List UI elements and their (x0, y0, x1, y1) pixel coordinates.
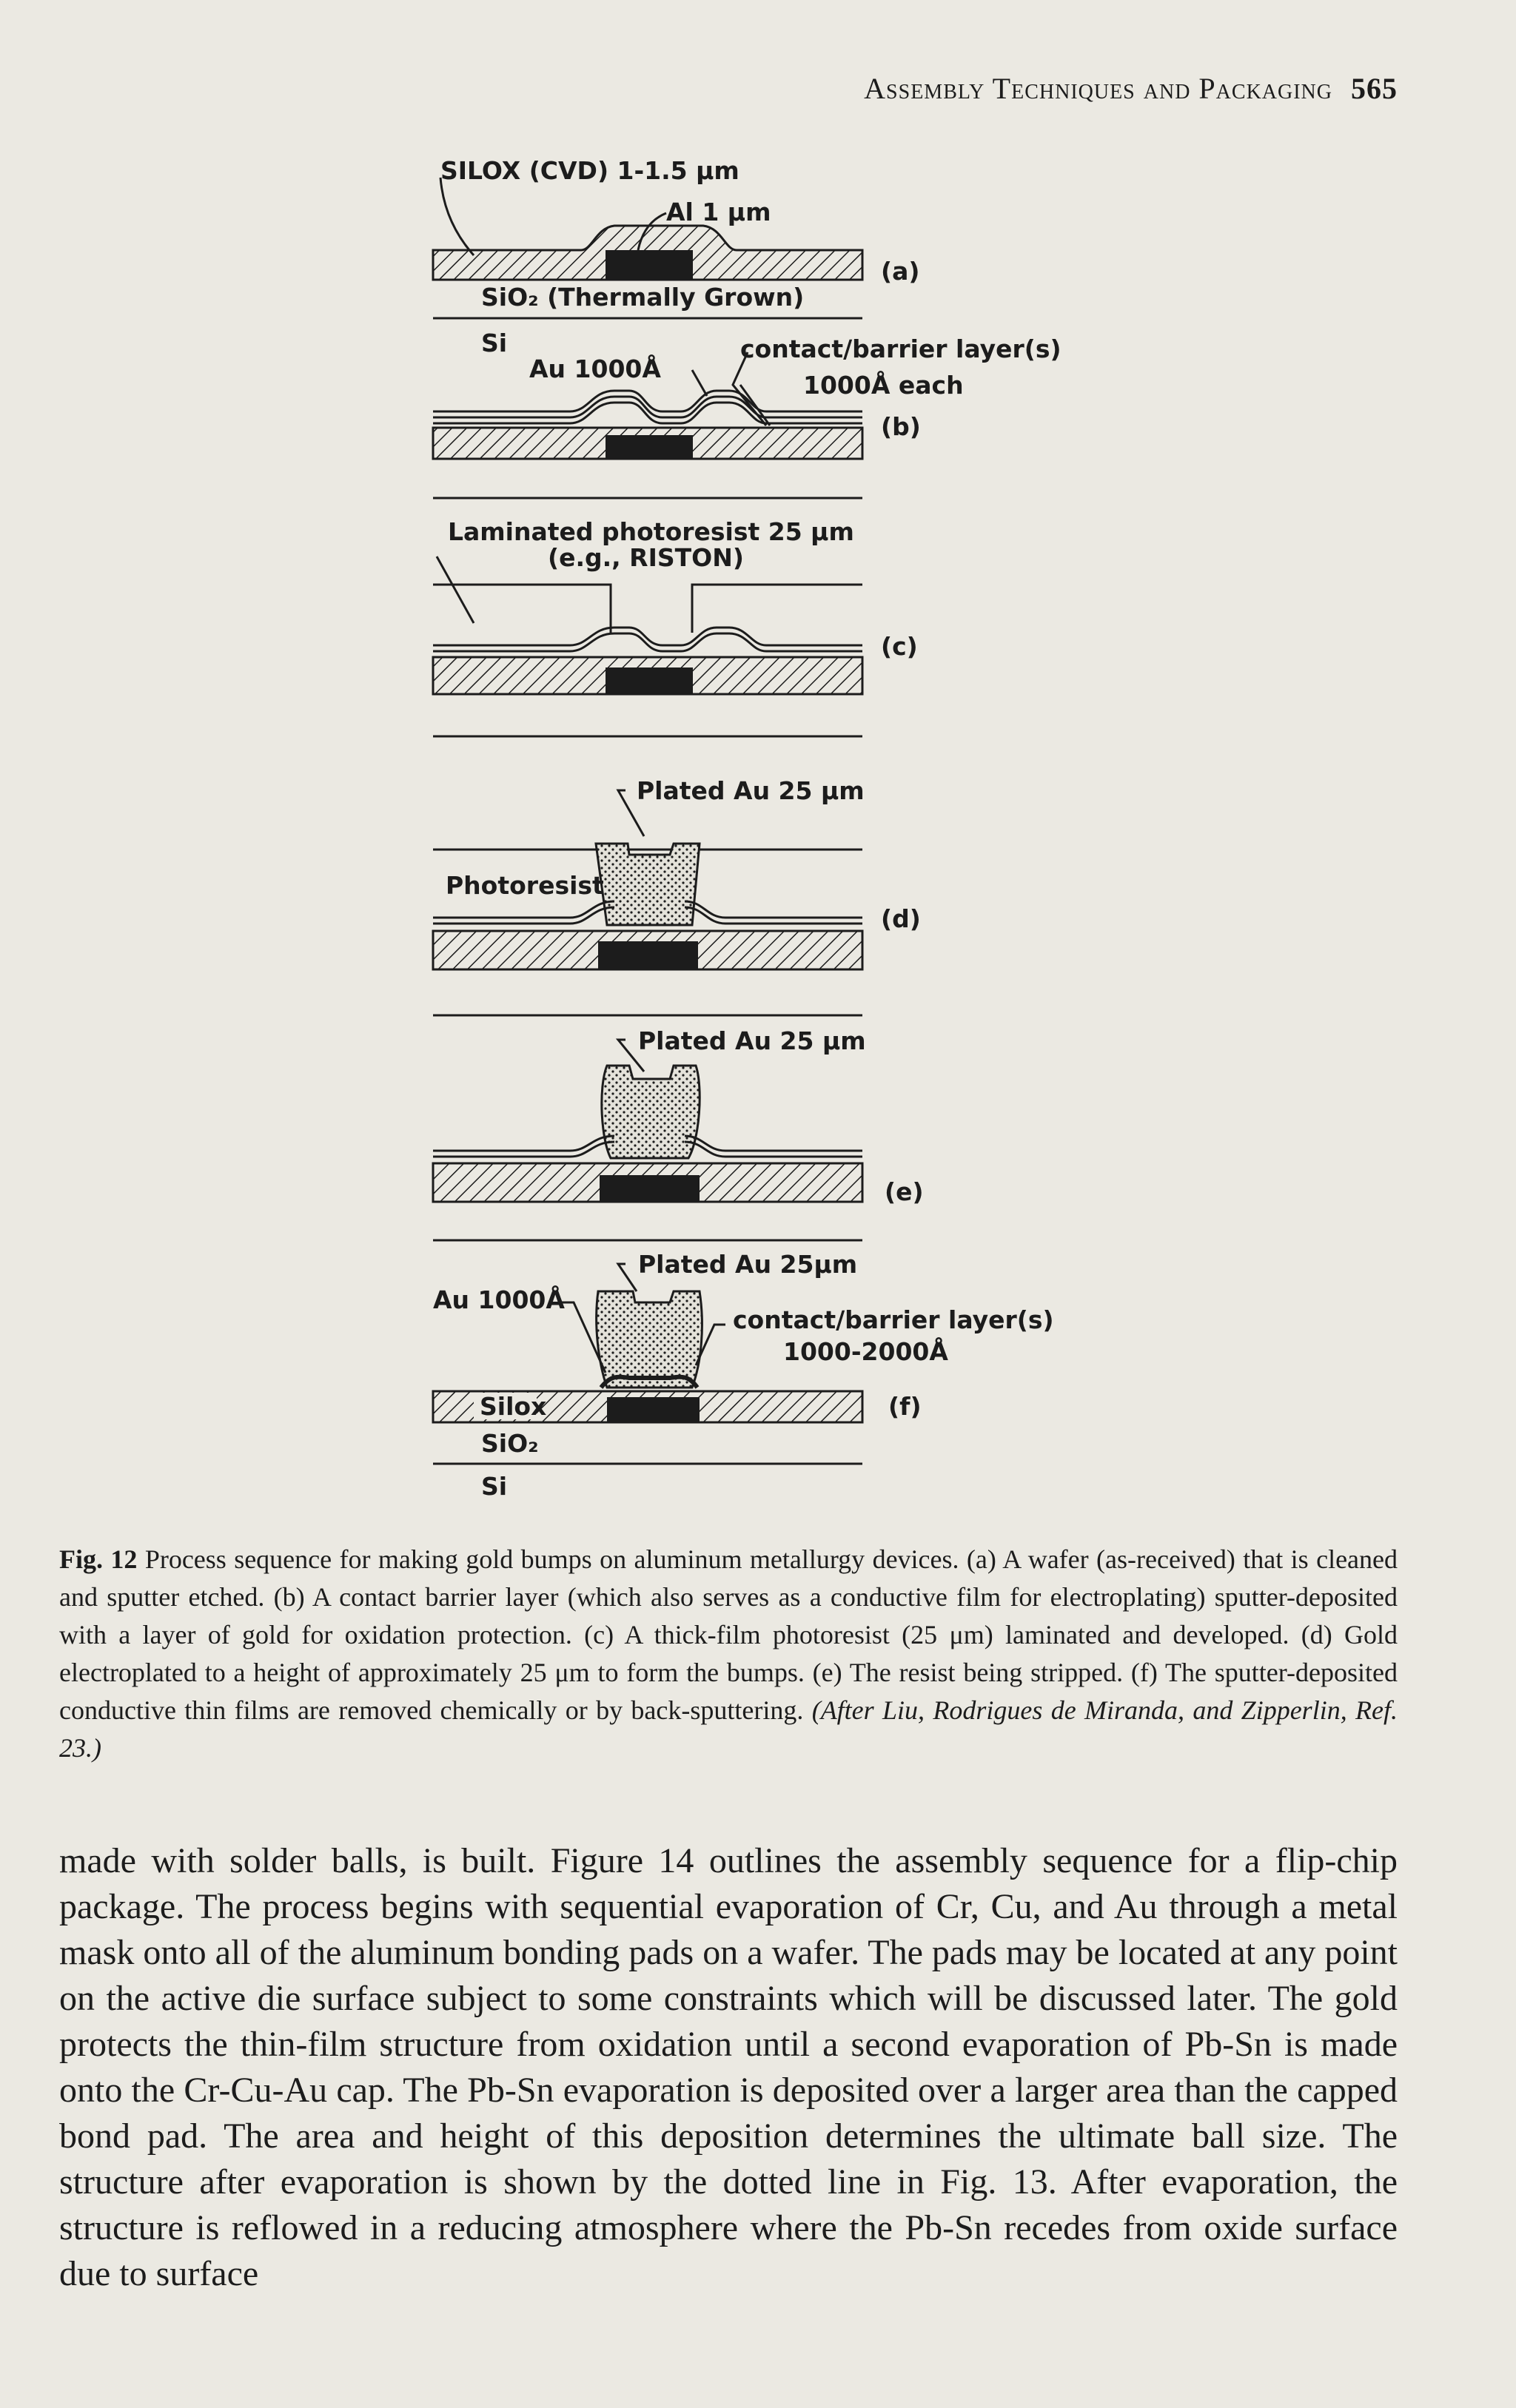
panel-a (433, 156, 919, 357)
running-head-title: Assembly Techniques and Packaging (864, 72, 1332, 105)
gold-bump (602, 1066, 700, 1158)
plated-label: Plated Au 25 μm (637, 776, 865, 805)
panel-d-tag: (d) (881, 904, 921, 933)
barrier-label-2: 1000Å each (803, 371, 964, 400)
sio2-label: SiO₂ (Thermally Grown) (481, 283, 805, 312)
body-paragraph: made with solder balls, is built. Figure 14 outlines the assembly sequence for a flip-chip package. The process begins with sequential evaporation of Cr, Cu, and Au through a metal mask onto all of the aluminum bonding pads on a wafer. The pads may be located at any point on the active die surface subject to some constraints which will be discussed later. The gold protects the thin-film structure from oxidation until a second evaporation of Pb-Sn is made onto the Cr-Cu-Au cap. The Pb-Sn evaporation is deposited over a larger area than the capped bond pad. The area and height of this deposition determines the ultimate ball size. The structure after evaporation is shown by the dotted line in Fig. 13. After evaporation, the structure is reflowed in a reducing atmosphere where the Pb-Sn recedes from oxide surface due to surface (59, 1841, 1398, 2293)
barrier-layers (433, 391, 862, 423)
page-number: 565 (1351, 72, 1398, 105)
caption-text: Process sequence for making gold bumps on aluminum metallurgy devices. (a) A wafer (as-received) that is cleaned and sputter etched. (b) A contact barrier layer (which also serves as a conductive film for electroplating) sputter-deposited with a layer of gold for oxidation protection. (c) A thick-film photoresist (25 μm) laminated and developed. (d) Gold electroplated to a height of approximately 25 μm to form the bumps. (e) The resist being stripped. (f) The sputter-deposited conductive thin films are removed chemically or by back-sputtering. (59, 1544, 1398, 1725)
panel-d (433, 776, 921, 969)
resist-label-2: (e.g., RISTON) (548, 543, 744, 572)
panel-c-tag: (c) (881, 632, 918, 661)
figure-label: Fig. 12 (59, 1544, 138, 1574)
plated-label: Plated Au 25μm (638, 1250, 858, 1279)
figure-caption (59, 1541, 1398, 1767)
au-leader (692, 370, 707, 396)
resist-label-1: Laminated photoresist 25 μm (448, 517, 854, 546)
barrier-layers (433, 628, 862, 651)
plated-leader (618, 1264, 637, 1291)
caption-credit: (After Liu, Rodrigues de Miranda, and Zipperlin, Ref. 23.) (59, 1695, 1398, 1763)
panel-e-tag: (e) (885, 1177, 924, 1206)
resist-leader (437, 556, 474, 623)
silox-label: SILOX (CVD) 1-1.5 μm (440, 156, 739, 185)
si-label: Si (481, 329, 508, 357)
gold-bump (596, 844, 700, 925)
photoresist-label: Photoresist (446, 871, 604, 900)
barrier-label-2: 1000-2000Å (783, 1337, 948, 1366)
al-metal-pad (606, 667, 693, 694)
barrier-label-1: contact/barrier layer(s) (740, 334, 1061, 363)
panel-e (433, 1026, 924, 1206)
panel-a-tag: (a) (881, 257, 920, 286)
silox-leader (440, 178, 474, 255)
al-metal-pad (598, 941, 698, 969)
panel-f (433, 1250, 1054, 1501)
barrier-label-1: contact/barrier layer(s) (733, 1305, 1054, 1334)
gold-bump (597, 1291, 702, 1388)
au-label: Au 1000Å (529, 354, 661, 383)
sio2-label: SiO₂ (481, 1429, 539, 1458)
al-metal-pad (600, 1175, 700, 1202)
si-label: Si (481, 1472, 508, 1501)
al-label: Al 1 μm (666, 198, 771, 226)
panel-b (433, 334, 1061, 459)
plated-label: Plated Au 25 μm (638, 1026, 866, 1055)
au-label: Au 1000Å (433, 1285, 565, 1314)
panel-f-tag: (f) (888, 1392, 922, 1421)
al-metal-pad (607, 1397, 700, 1422)
panel-b-tag: (b) (881, 412, 921, 441)
silox-label: Silox (480, 1392, 547, 1421)
al-metal-pad (606, 435, 693, 459)
photoresist-outline (433, 585, 862, 633)
panel-c (433, 517, 918, 694)
al-metal-pad (606, 250, 693, 280)
